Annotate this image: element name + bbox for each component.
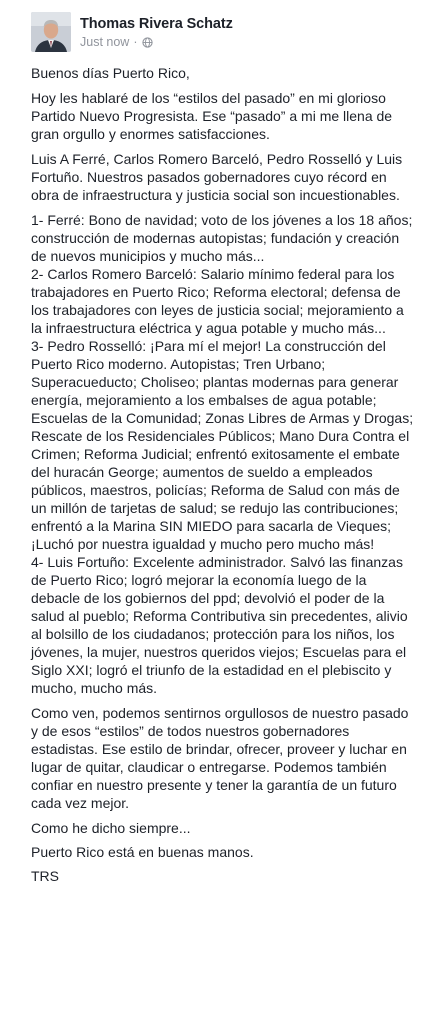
- post-paragraph: Hoy les hablaré de los “estilos del pasado” en mi glorioso Partido Nuevo Progresista. Ese “pasado” a mi me llena de gran orgullo y enormes satisfacciones.: [31, 90, 393, 142]
- post-paragraph: Luis A Ferré, Carlos Romero Barceló, Pedro Rosselló y Luis Fortuño. Nuestros pasados gobernadores cuyo récord en obra de infraestructura y justicia social son incuestionables.: [31, 151, 403, 203]
- separator-dot: ·: [133, 34, 138, 49]
- post-paragraph: Buenos días Puerto Rico,: [31, 65, 190, 81]
- post-timestamp[interactable]: Just now: [80, 34, 130, 49]
- post-body: [31, 64, 415, 892]
- post-subline: [80, 34, 233, 50]
- post-paragraph: Puerto Rico está en buenas manos.: [31, 844, 254, 860]
- post-signature: TRS: [31, 868, 59, 884]
- post-header: [31, 10, 233, 54]
- globe-icon[interactable]: [142, 36, 153, 47]
- post-paragraph: Como he dicho siempre...: [31, 820, 191, 836]
- post-paragraph: Como ven, podemos sentirnos orgullosos de nuestro pasado y de esos “estilos” de todos nuestros gobernadores estadistas. Ese estilo de brindar, ofrecer, proveer y luchar en lugar de quitar, claudicar o entregarse. Podemos también confiar en nuestro presente y tener la garantía de un futuro cada vez mejor.: [31, 705, 409, 811]
- post-paragraph: 1- Ferré: Bono de navidad; voto de los jóvenes a los 18 años; construcción de modernas autopistas; fundación y creación de nuevos municipios y mucho más... 2- Carlos Romero Barceló: Salario mínimo federal para los trabajadores en Puerto Rico; Reforma electoral; defensa de los trabajadores con leyes de justicia social; mejoramiento a la infraestructura eléctrica y agua potable y mucho más... 3- Pedro Rosselló: ¡Para mí el mejor! La construcción del Puerto Rico moderno. Autopistas; Tren Urbano; Superacueducto; Choliseo; plantas modernas para generar energía, mejoramiento a los embalses de agua potable; Escuelas de la Comunidad; Zonas Libres de Armas y Drogas; Rescate de los Residenciales Públicos; Mano Dura Contra el Crimen; Reforma Judicial; enfrentó exitosamente el embate del huracán George; aumentos de sueldo a empleados públicos, maestros, policías; Reforma de Salud con más de un millón de tarjetas de salud; se redujo las contribuciones; enfrentó a la Marina SIN MIEDO para sacarla de Vieques; ¡Luchó por nuestra igualdad y mucho pero mucho más! 4- Luis Fortuño: Excelente administrador. Salvó las finanzas de Puerto Rico; logró mejorar la economía luego de la debacle de los gobiernos del ppd; devolvió el poder de la salud al pueblo; Reforma Contributiva sin precedentes, alivio al bolsillo de los ciudadanos; protección para los niños, los jóvenes, la mujer, nuestros queridos viejos; Escuelas para el Siglo XXI; logró el triunfo de la estadidad en el plebiscito y mucho, mucho más.: [31, 212, 414, 696]
- author-avatar[interactable]: [31, 12, 71, 52]
- author-name[interactable]: Thomas Rivera Schatz: [80, 15, 233, 32]
